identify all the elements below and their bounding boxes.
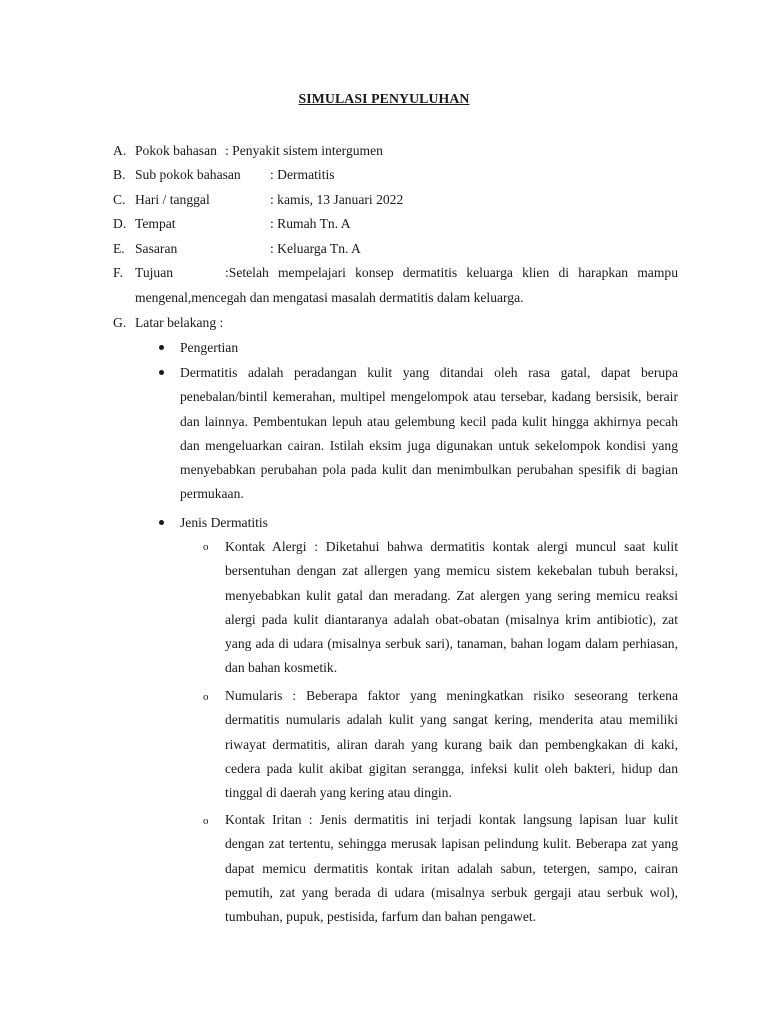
tujuan-line-2: mengenal,mencegah dan mengatasi masalah dermatitis dalam keluarga. <box>135 290 524 305</box>
item-letter: F. <box>113 265 123 280</box>
item-value: : Dermatitis <box>270 167 335 182</box>
item-letter: B. <box>113 167 126 182</box>
circle-bullet-icon: o <box>203 691 209 703</box>
document-title: SIMULASI PENYULUHAN <box>298 91 470 106</box>
item-value: : Keluarga Tn. A <box>270 241 361 256</box>
item-letter: C. <box>113 192 126 207</box>
item-letter: G. <box>113 315 127 330</box>
item-letter: D. <box>113 216 127 231</box>
circle-bullet-icon: o <box>203 815 209 827</box>
item-letter: A. <box>113 143 127 158</box>
item-value: : kamis, 13 Januari 2022 <box>270 192 404 207</box>
subitem-kontak-alergi: Kontak Alergi : Diketahui bahwa dermatitis kontak alergi muncul saat kulit bersentuhan dengan zat allergen yang memicu sistem kekebalan tubuh beraksi, menyebabkan kulit gatal dan meradang. Zat alergen yang sering memicu reaksi alergi pada kulit diantaranya adalah obat-obatan (misalnya krim antibiotic), zat yang ada di udara (misalnya serbuk sari), tanaman, bahan logam dalam perhiasan, dan bahan kosmetik. <box>225 539 678 676</box>
tujuan-line-1: :Setelah mempelajari konsep dermatitis keluarga klien di harapkan mampu <box>225 265 678 280</box>
jenis-heading: Jenis Dermatitis <box>180 515 268 530</box>
item-label: Pokok bahasan <box>135 143 217 158</box>
definition-paragraph: Dermatitis adalah peradangan kulit yang ditandai oleh rasa gatal, dapat berupa penebalan/bintil kemerahan, multipel mengelompok atau tersebar, kadang bersisik, berair dan lainnya. Pembentukan lepuh atau gelembung kecil pada kulit hingga akhirnya pecah dan mengeluarkan cairan. Istilah eksim juga digunakan untuk sekelompok kondisi yang menyebabkan perubahan pola pada kulit dan menimbulkan perubahan spesifik di bagian permukaan. <box>180 365 678 502</box>
item-value: : Penyakit sistem intergumen <box>225 143 383 158</box>
item-label: Tujuan <box>135 265 174 280</box>
item-label: Tempat <box>135 216 176 231</box>
item-letter: E. <box>113 241 125 256</box>
item-label: Latar belakang : <box>135 315 224 330</box>
subitem-numularis: Numularis : Beberapa faktor yang meningkatkan risiko seseorang terkena dermatitis numularis adalah kulit yang sangat kering, menderita atau memiliki riwayat dermatitis, aliran darah yang kurang baik dan pembengkakan di kaki, cedera pada kulit akibat gigitan serangga, infeksi kulit oleh bakteri, hidup dan tinggal di daerah yang kering atau dingin. <box>225 688 678 801</box>
item-value: : Rumah Tn. A <box>270 216 351 231</box>
bullet-icon <box>159 370 164 375</box>
item-label: Sub pokok bahasan <box>135 167 241 182</box>
bullet-icon <box>159 520 164 525</box>
item-label: Sasaran <box>135 241 178 256</box>
circle-bullet-icon: o <box>203 541 209 553</box>
item-label: Hari / tanggal <box>135 192 210 207</box>
pengertian-heading: Pengertian <box>180 340 239 355</box>
bullet-icon <box>159 345 164 350</box>
subitem-kontak-iritan: Kontak Iritan : Jenis dermatitis ini terjadi kontak langsung lapisan luar kulit dengan zat tertentu, sehingga merusak lapisan pelindung kulit. Beberapa zat yang dapat memicu dermatitis kontak iritan adalah sabun, tetergen, sampo, cairan pemutih, zat yang berada di udara (misalnya serbuk gergaji atau serbuk wol), tumbuhan, pupuk, pestisida, farfum dan bahan pengawet. <box>225 812 678 925</box>
